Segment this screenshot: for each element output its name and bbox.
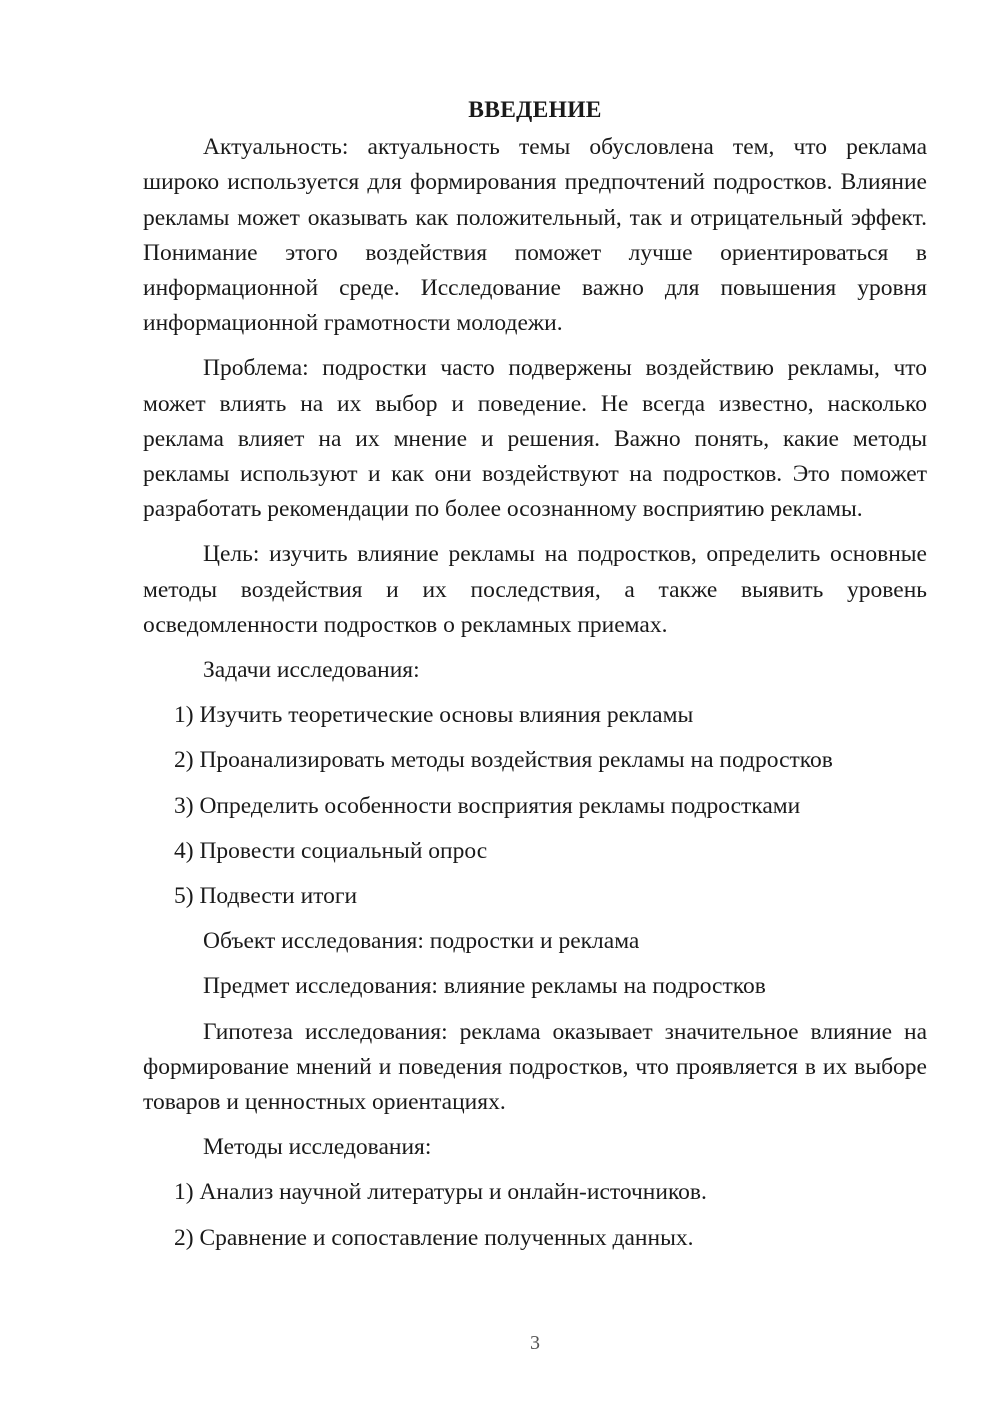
research-object: Объект исследования: подростки и реклама (203, 928, 640, 955)
page-title: ВВЕДЕНИЕ (468, 97, 602, 123)
page-content (143, 93, 927, 1266)
task-item-4: 4) Провести социальный опрос (174, 837, 488, 864)
problem-paragraph: Проблема: подростки часто подвержены воздействию рекламы, что может влиять на их выбор и поведение. Не всегда известно, насколько реклама влияет на их мнение и решения. Важно понять, какие методы рекламы используют и как они воздействуют на подростков. Это поможет разработать рекомендации по более осознанному восприятию рекламы. (143, 355, 927, 523)
method-item-2: 2) Сравнение и сопоставление полученных данных. (174, 1224, 694, 1251)
task-item-2: 2) Проанализировать методы воздействия рекламы на подростков (174, 747, 833, 774)
hypothesis-paragraph: Гипотеза исследования: реклама оказывает значительное влияние на формирование мнений и поведения подростков, что проявляется в их выборе товаров и ценностных ориентациях. (143, 1018, 927, 1116)
task-item-1: 1) Изучить теоретические основы влияния рекламы (174, 702, 694, 729)
methods-heading: Методы исследования: (203, 1134, 432, 1161)
task-item-3: 3) Определить особенности восприятия рекламы подростками (174, 792, 801, 819)
task-item-5: 5) Подвести итоги (174, 883, 358, 910)
tasks-heading: Задачи исследования: (203, 657, 420, 684)
research-subject: Предмет исследования: влияние рекламы на подростков (203, 973, 766, 1000)
method-item-1: 1) Анализ научной литературы и онлайн-источников. (174, 1179, 707, 1206)
goal-paragraph: Цель: изучить влияние рекламы на подростков, определить основные методы воздействия и их последствия, а также выявить уровень осведомленности подростков о рекламных приемах. (143, 541, 927, 638)
relevance-paragraph: Актуальность: актуальность темы обусловлена тем, что реклама широко используется для формирования предпочтений подростков. Влияние рекламы может оказывать как положительный, так и отрицательный эффект. Понимание этого воздействия поможет лучше ориентироваться в информационной среде. Исследование важно для повышения уровня информационной грамотности молодежи. (143, 134, 927, 337)
page-number: 3 (530, 1332, 540, 1354)
